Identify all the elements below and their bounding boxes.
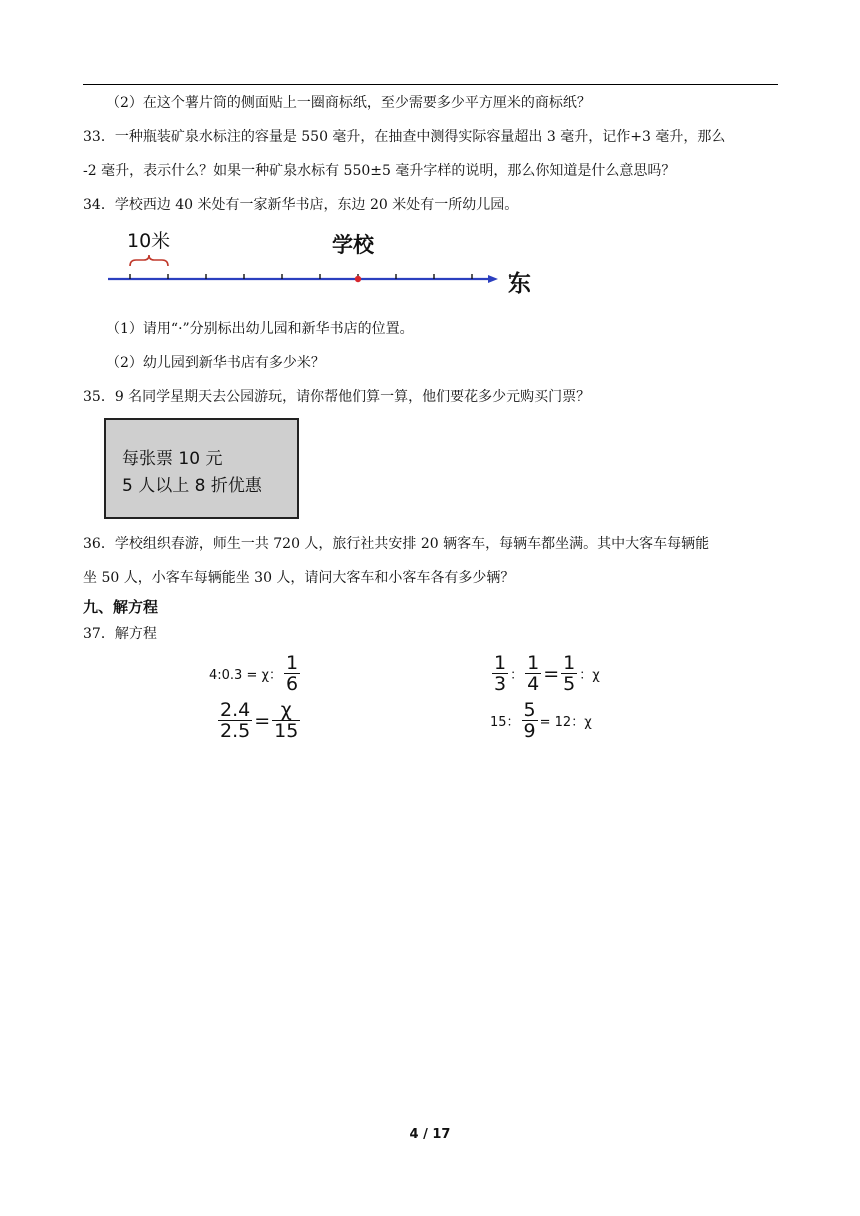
eq2-b-den: 4 xyxy=(527,673,540,695)
page-number: 4 / 17 xyxy=(409,1127,451,1142)
q34-part1: （1）请用“·”分别标出幼儿园和新华书店的位置。 xyxy=(106,321,414,337)
equation-4 xyxy=(490,700,592,741)
equation-2 xyxy=(490,653,600,694)
scale-brace xyxy=(130,255,168,266)
eq2-equals: = xyxy=(543,662,560,685)
eq4-den: 9 xyxy=(523,720,536,742)
eq2-fraction-a xyxy=(492,653,508,694)
section-title: 九、解方程 xyxy=(83,598,159,616)
eq2-tail: ：χ xyxy=(579,668,600,683)
scale-label: 10米 xyxy=(127,230,171,252)
q37-label: 37．解方程 xyxy=(83,626,157,642)
eq2-sep: ： xyxy=(510,668,524,683)
eq1-num: 1 xyxy=(286,652,299,674)
eq2-c-den: 5 xyxy=(563,673,576,695)
eq2-a-den: 3 xyxy=(494,673,507,695)
eq2-a-num: 1 xyxy=(494,652,507,674)
east-label: 东 xyxy=(508,271,531,297)
number-line-diagram xyxy=(100,222,540,302)
eq1-prefix: 4:0.3 = χ： xyxy=(209,668,282,683)
eq2-c-num: 1 xyxy=(563,652,576,674)
eq4-fraction xyxy=(522,700,538,741)
eq2-fraction-b xyxy=(525,653,541,694)
q34-part2: （2）幼儿园到新华书店有多少米？ xyxy=(106,355,325,371)
ticket-price-box xyxy=(104,418,299,519)
eq3-a-num: 2.4 xyxy=(220,699,251,721)
q34-text: 34．学校西边 40 米处有一家新华书店，东边 20 米处有一所幼儿园。 xyxy=(83,197,519,213)
eq3-a-den: 2.5 xyxy=(220,720,251,742)
eq3-fraction-a xyxy=(218,700,252,741)
q32-part2: （2）在这个薯片筒的侧面贴上一圈商标纸，至少需要多少平方厘米的商标纸？ xyxy=(106,95,591,111)
school-point xyxy=(355,276,361,282)
eq2-fraction-c xyxy=(561,653,577,694)
school-label: 学校 xyxy=(332,233,374,257)
eq3-fraction-b xyxy=(272,700,300,741)
equation-1 xyxy=(209,653,302,694)
eq4-num: 5 xyxy=(523,699,536,721)
eq3-equals: = xyxy=(254,709,271,732)
q36-line1: 36．学校组织春游，师生一共 720 人，旅行社共安排 20 辆客车，每辆车都坐满。其中大客车每辆能 xyxy=(83,536,710,552)
number-line-axis xyxy=(108,274,510,283)
eq4-prefix: 15： xyxy=(490,715,520,730)
eq1-fraction xyxy=(284,653,300,694)
eq3-b-den: 15 xyxy=(274,720,299,742)
q33-line2: -2 毫升，表示什么？如果一种矿泉水标有 550±5 毫升字样的说明，那么你知道是什么意思吗？ xyxy=(83,163,676,179)
ticket-line2: 5 人以上 8 折优惠 xyxy=(122,476,262,496)
eq3-b-num: χ xyxy=(280,699,292,721)
eq1-den: 6 xyxy=(286,673,299,695)
eq4-tail: = 12：χ xyxy=(539,715,592,730)
q33-line1: 33．一种瓶装矿泉水标注的容量是 550 毫升，在抽查中测得实际容量超出 3 毫升，记作+3 毫升，那么 xyxy=(83,129,726,145)
axis-arrow xyxy=(488,275,498,283)
q36-line2: 坐 50 人，小客车每辆能坐 30 人，请问大客车和小客车各有多少辆？ xyxy=(83,570,515,586)
q35-text: 35．9 名同学星期天去公园游玩，请你帮他们算一算，他们要花多少元购买门票？ xyxy=(83,389,591,405)
top-rule xyxy=(83,84,778,85)
equation-3 xyxy=(216,700,302,741)
eq2-b-num: 1 xyxy=(527,652,540,674)
ticket-line1: 每张票 10 元 xyxy=(122,449,223,469)
